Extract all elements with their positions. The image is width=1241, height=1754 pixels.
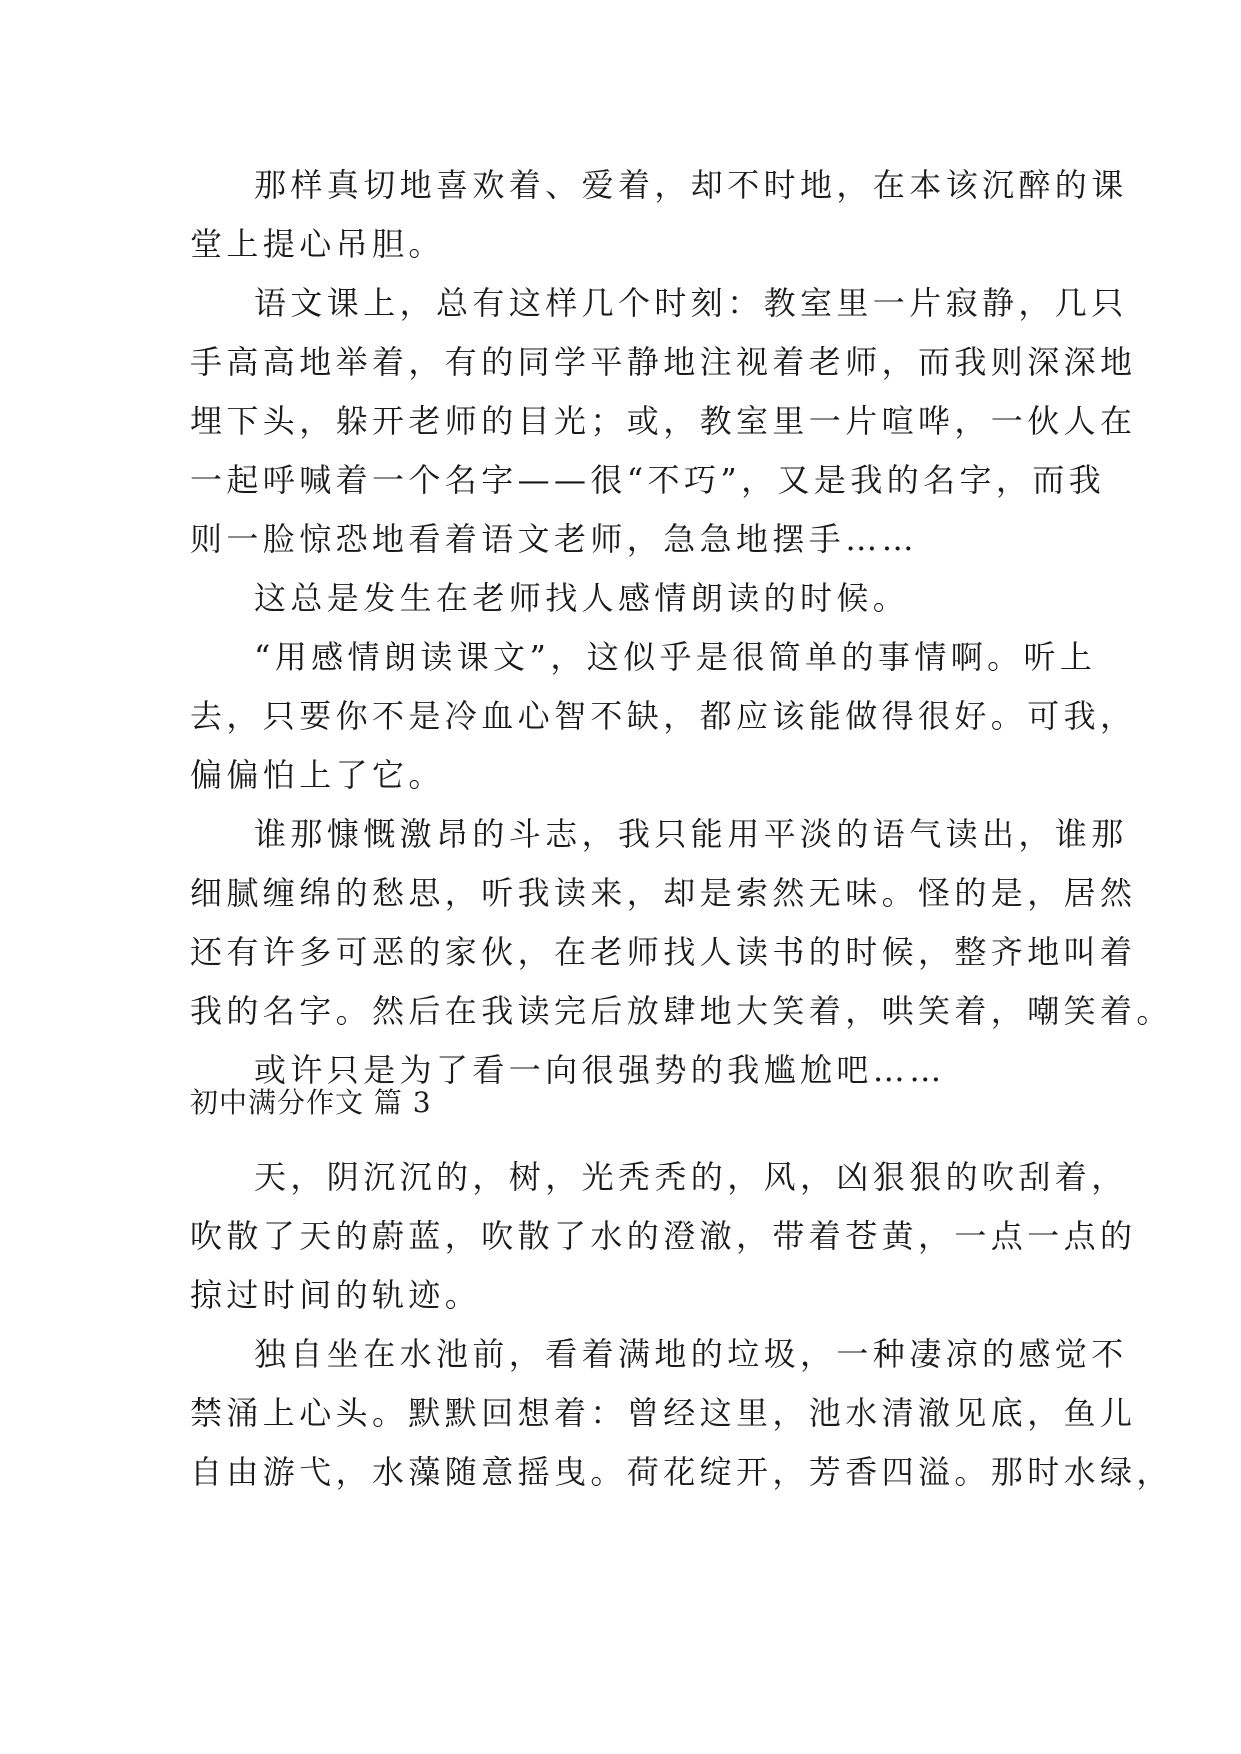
paragraph-line: 我的名字。然后在我读完后放肆地大笑着，哄笑着，嘲笑着。	[190, 992, 1173, 1030]
paragraph-line: 吹散了天的蔚蓝，吹散了水的澄澈，带着苍黄，一点一点的	[190, 1217, 1137, 1255]
paragraph-line: 则一脸惊恐地看着语文老师，急急地摆手……	[190, 520, 919, 558]
paragraph-line: 一起呼喊着一个名字——很“不巧”，又是我的名字，而我	[190, 461, 1106, 499]
paragraph-line: 独自坐在水池前，看着满地的垃圾，一种凄凉的感觉不	[254, 1335, 1128, 1373]
paragraph-line: 谁那慷慨激昂的斗志，我只能用平淡的语气读出，谁那	[254, 815, 1128, 853]
paragraph-line: 还有许多可恶的家伙，在老师找人读书的时候，整齐地叫着	[190, 933, 1137, 971]
essay-section-2	[190, 1148, 1173, 1502]
paragraph-line: 细腻缠绵的愁思，听我读来，却是索然无味。怪的是，居然	[190, 874, 1137, 912]
paragraph-line: 偏偏怕上了它。	[190, 756, 445, 794]
paragraph-line: 手高高地举着，有的同学平静地注视着老师，而我则深深地	[190, 343, 1137, 381]
paragraph-line: 禁涌上心头。默默回想着：曾经这里，池水清澈见底，鱼儿	[190, 1394, 1137, 1432]
paragraph-line: 埋下头，躲开老师的目光；或，教室里一片喧哗，一伙人在	[190, 402, 1137, 440]
paragraph-line: 去，只要你不是冷血心智不缺，都应该能做得很好。可我，	[190, 697, 1137, 735]
paragraph-line: 自由游弋，水藻随意摇曳。荷花绽开，芳香四溢。那时水绿，	[190, 1453, 1173, 1491]
paragraph-line: 这总是发生在老师找人感情朗读的时候。	[254, 579, 910, 617]
paragraph-line: 堂上提心吊胆。	[190, 225, 445, 263]
section-heading: 初中满分作文 篇 3	[190, 1086, 432, 1119]
paragraph-line: 天，阴沉沉的，树，光秃秃的，风，凶狠狠的吹刮着，	[254, 1158, 1128, 1196]
paragraph-line: 语文课上，总有这样几个时刻：教室里一片寂静，几只	[254, 284, 1128, 322]
paragraph-line: “用感情朗读课文”，这似乎是很简单的事情啊。听上	[254, 638, 1097, 676]
paragraph-line: 那样真切地喜欢着、爱着，却不时地，在本该沉醉的课	[254, 166, 1128, 204]
paragraph-line: 或许只是为了看一向很强势的我尴尬吧……	[254, 1051, 946, 1089]
paragraph-line: 掠过时间的轨迹。	[190, 1276, 482, 1314]
essay-section-1	[190, 156, 1173, 1100]
